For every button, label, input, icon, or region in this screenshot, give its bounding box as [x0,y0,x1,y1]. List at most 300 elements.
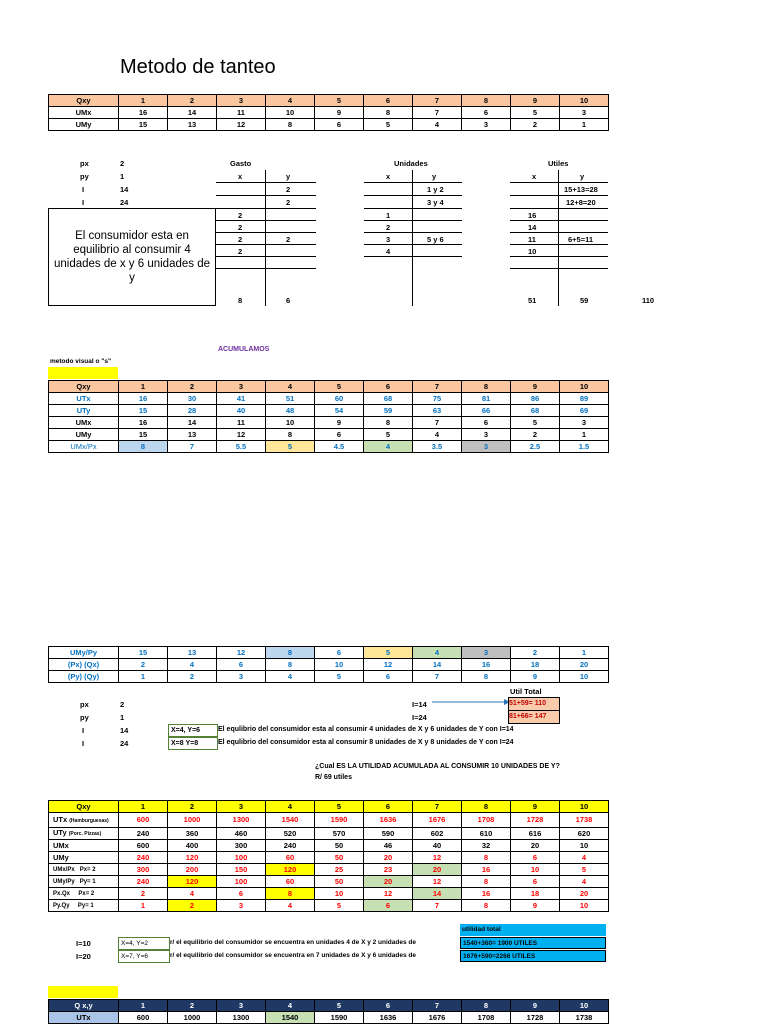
table-cell: 10 [560,381,609,393]
table-cell: 7 [413,1000,462,1012]
table-accumulated [48,380,609,453]
table-cell: UMx [49,107,119,119]
table-cell: 11 [217,107,266,119]
table-cell: 14 [413,659,462,671]
table-cell: 10 [560,95,609,107]
table-cell: Py.Qy Py= 1 [49,900,119,912]
table-cell: 2 [119,659,168,671]
table-cell: 620 [560,828,609,840]
table-cell: 2 [168,1000,217,1012]
table-cell: 12 [413,876,462,888]
table-cell: 15 [119,429,168,441]
table-cell: 5 [511,417,560,429]
unidades-heading: Unidades [394,159,428,168]
util-x: x [532,172,537,181]
table-cell: 4 [266,1000,315,1012]
table-cell: 3 [217,900,266,912]
table-cell: 460 [217,828,266,840]
table-cell: 15 [119,119,168,131]
acumulamos-heading: ACUMULAMOS [218,346,270,353]
table-cell: 1590 [315,1012,364,1024]
table-cell: 590 [364,828,413,840]
result-value: 1540+360= 1900 UTILES [460,937,606,949]
table-cell: 5.5 [217,441,266,453]
table-cell: 50 [315,876,364,888]
table-cell: 6 [462,417,511,429]
equilibrium-text: El equlibrio del consumidor esta al consumir 4 unidades de X y 6 unidades de Y con I=14 [218,726,514,733]
table-cell: Qxy [49,381,119,393]
table-row [49,671,609,683]
table-cell: 10 [266,107,315,119]
page-title: Metodo de tanteo [120,56,276,78]
table-cell: 3 [462,647,511,659]
table-cell: UMy [49,119,119,131]
table-cell: 2 [168,381,217,393]
unid-x: x [386,172,391,181]
table-cell: 5 [364,429,413,441]
table-cell: 7 [413,900,462,912]
table-cell: 4 [413,119,462,131]
table-cell: 7 [168,441,217,453]
util-y: y [580,172,585,181]
py-value: 1 [120,713,125,722]
table-cell: 400 [168,840,217,852]
table-cell: 1738 [560,813,609,828]
table-cell: 1.5 [560,441,609,453]
table-cell: 600 [119,1012,168,1024]
px-value: 2 [120,700,125,709]
table-cell: 7 [413,417,462,429]
unid-cell: 5 y 6 [427,235,444,244]
table-cell: 4 [168,888,217,900]
table-ratios [48,646,609,683]
py-label: py [80,713,89,722]
table-cell: 6 [364,381,413,393]
table-cell: 1 [119,671,168,683]
table-cell: 2 [511,647,560,659]
table-cell: 6 [315,119,364,131]
table-cell: 570 [315,828,364,840]
py-label: py [80,172,89,181]
table-header-row [49,1000,609,1012]
util-total-heading: utilidad total [460,924,606,936]
table-cell: 1708 [462,1012,511,1024]
table-cell: 3 [217,381,266,393]
util-total-y: 59 [580,296,589,305]
table-cell: 8 [462,852,511,864]
table-cell: 1 [119,1000,168,1012]
table-cell: UMy/Py Py= 1 [49,876,119,888]
table-cell: 6 [315,647,364,659]
table-cell: 5 [315,900,364,912]
table-row [49,393,609,405]
table-cell: 4 [266,95,315,107]
table-cell: 32 [462,840,511,852]
table-row [49,441,609,453]
table-row [49,864,609,876]
table-cell: 5 [511,107,560,119]
table-cell: 9 [511,95,560,107]
table-cell: 9 [511,801,560,813]
table-cell: 60 [266,852,315,864]
table-cell: 2 [119,888,168,900]
table-cell: UMx [49,417,119,429]
table-cell: 6 [364,671,413,683]
result-text: r/ el equilibrio del consumidor se encuentra en unidades 4 de X y 2 unidades de [170,939,416,946]
table-cell: 10 [266,417,315,429]
unid-cell: 1 [386,211,391,220]
table-cell: 8 [462,95,511,107]
table-cell: 1 [119,801,168,813]
gasto-cell: 2 [238,247,243,256]
gasto-x: x [238,172,243,181]
table-cell: 600 [119,813,168,828]
table-row [49,659,609,671]
table-cell: 1540 [266,1012,315,1024]
table-cell: 2 [511,429,560,441]
equilibrium-text: El equlibrio del consumidor esta al consumir 8 unidades de X y 8 unidades de Y con I=24 [218,739,514,746]
i2-label: I [82,739,85,748]
table-cell: 9 [511,900,560,912]
table-cell: 75 [413,393,462,405]
table-cell: 14 [168,107,217,119]
table-cell: 8 [266,429,315,441]
table-header-row [49,95,609,107]
table-hamburgers-pizzas [48,800,609,912]
table-cell: 2 [511,119,560,131]
table-cell: UTy (Porc. Pizzas) [49,828,119,840]
highlight-strip [48,986,118,998]
table-cell: 120 [168,876,217,888]
table-cell: 100 [217,876,266,888]
equilibrium-note: El consumidor esta en equilibrio al consumir 4 unidades de x y 6 unidades de y [48,208,216,306]
table-cell: 240 [119,852,168,864]
gasto-cell: 2 [286,185,291,194]
util-total-x: 51 [528,296,537,305]
px-label: px [80,159,89,168]
table-row [49,417,609,429]
table-cell: 16 [462,659,511,671]
table-cell: 12 [364,659,413,671]
table-header-row [49,801,609,813]
table-cell: 100 [217,852,266,864]
table-cell: UMy [49,852,119,864]
table-cell: 12 [413,852,462,864]
table-cell: 8 [462,876,511,888]
table-cell: 360 [168,828,217,840]
table-cell: 4 [560,876,609,888]
table-cell: UTx [49,1012,119,1024]
table-cell: 16 [462,888,511,900]
table-cell: 1 [119,95,168,107]
table-cell: UMy/Py [49,647,119,659]
table-cell: 16 [462,864,511,876]
table-cell: 3 [560,417,609,429]
table-cell: 40 [413,840,462,852]
table-cell: 10 [560,900,609,912]
table-cell: 6 [217,888,266,900]
table-row [49,876,609,888]
table-cell: 16 [119,417,168,429]
table-cell: 1708 [462,813,511,828]
table-cell: 3 [217,801,266,813]
table-row [49,813,609,828]
table-row [49,107,609,119]
table-cell: 9 [315,107,364,119]
answer-text: R/ 69 utiles [315,774,352,781]
table-row [49,828,609,840]
i2-label: I [82,198,85,207]
table-cell: 4 [266,671,315,683]
table-cell: 23 [364,864,413,876]
util-cell: 6+5=11 [568,235,594,244]
table-cell: 4 [266,900,315,912]
table-cell: 8 [462,801,511,813]
table-row [49,840,609,852]
solution-box: X=8 Y=8 [168,737,218,750]
gasto-cell: 2 [286,235,291,244]
util-cell: 14 [528,223,537,232]
table-cell: 200 [168,864,217,876]
table-cell: 10 [315,888,364,900]
table-cell: 54 [315,405,364,417]
table-cell: 50 [315,852,364,864]
unid-cell: 3 y 4 [427,198,444,207]
table-cell: 66 [462,405,511,417]
py-value: 1 [120,172,125,181]
table-cell: 51 [266,393,315,405]
solution-box: X=4, Y=2 [118,937,170,950]
table-cell: 6 [462,107,511,119]
util-total-result: 51+59= 110 [508,697,560,711]
gasto-cell: 2 [238,211,243,220]
visual-method-label: metodo visual o "s" [50,358,112,365]
table-cell: UMy [49,429,119,441]
table-cell: 28 [168,405,217,417]
table-cell: 1636 [364,1012,413,1024]
table-cell: 1590 [315,813,364,828]
table-row [49,647,609,659]
table-cell: 60 [315,393,364,405]
table-cell: 4 [413,647,462,659]
table-cell: 9 [511,671,560,683]
table-cell: 8 [462,381,511,393]
table-cell: 240 [119,876,168,888]
table-cell: 16 [119,107,168,119]
table-row [49,429,609,441]
table-cell: 86 [511,393,560,405]
gasto-cell: 2 [286,198,291,207]
table-cell: 1 [119,900,168,912]
table-cell: 5 [315,801,364,813]
table-cell: 1 [560,119,609,131]
util-cell: 12+8=20 [566,198,596,207]
table-cell: 4 [266,801,315,813]
table-cell: 1 [560,429,609,441]
table-cell: 10 [315,659,364,671]
i1-value: 14 [120,726,129,735]
table-cell: 30 [168,393,217,405]
table-cell: 2 [168,95,217,107]
table-row [49,405,609,417]
table-cell: 40 [217,405,266,417]
table-cell: 120 [266,864,315,876]
table-cell: 4 [168,659,217,671]
table-cell: 4 [364,441,413,453]
table-cell: 6 [364,1000,413,1012]
table-cell: 240 [119,828,168,840]
table-cell: 12 [217,119,266,131]
unid-cell: 2 [386,223,391,232]
table-cell: 1000 [168,813,217,828]
unid-y: y [432,172,437,181]
table-row [49,888,609,900]
table-cell: 2 [168,801,217,813]
result-value: 1676+590=2266 UTILES [460,950,606,962]
gasto-heading: Gasto [230,159,252,168]
util-cell: 11 [528,235,536,244]
table-cell: 4 [266,381,315,393]
table-cell: 6 [315,429,364,441]
util-total-heading: Util Total [510,687,542,696]
table-cell: 13 [168,647,217,659]
table-cell: 1000 [168,1012,217,1024]
table-cell: 8 [462,900,511,912]
table-cell: 3 [217,95,266,107]
table-cell: Q x,y [49,1000,119,1012]
table-cell: 5 [315,381,364,393]
table-row [49,900,609,912]
table-cell: 1728 [511,813,560,828]
table-cell: 1540 [266,813,315,828]
table-cell: 10 [560,840,609,852]
gasto-cell: 2 [238,235,243,244]
utiles-heading: Utiles [548,159,569,168]
table-row [49,119,609,131]
table-cell: 8 [462,671,511,683]
table-cell: 41 [217,393,266,405]
table-cell: 8 [364,107,413,119]
table-cell: 60 [266,876,315,888]
table-cell: 1300 [217,1012,266,1024]
table-cell: 6 [511,852,560,864]
table-cell: 2 [168,671,217,683]
table-cell: 2.5 [511,441,560,453]
table-cell: 15 [119,647,168,659]
table-cell: (Py) (Qy) [49,671,119,683]
table-cell: 6 [364,900,413,912]
table-cell: 5 [560,864,609,876]
table-cell: 69 [560,405,609,417]
gasto-total-x: 8 [238,296,243,305]
table-cell: 610 [462,828,511,840]
table-cell: 8 [266,647,315,659]
table-cell: 3 [217,1000,266,1012]
table-cell: 8 [119,441,168,453]
table-cell: 1300 [217,813,266,828]
arrow-right-icon [432,698,510,706]
table-cell: 600 [119,840,168,852]
table-cell: 4 [560,852,609,864]
income-14: I=14 [412,700,427,709]
table-cell: 1728 [511,1012,560,1024]
table-cell: 3 [462,429,511,441]
table-cell: 12 [364,888,413,900]
table-cell: 8 [462,1000,511,1012]
table-cell: (Px) (Qx) [49,659,119,671]
table-cell: 25 [315,864,364,876]
table-cell: 50 [315,840,364,852]
table-cell: 120 [168,852,217,864]
table-cell: UMx/Px [49,441,119,453]
table-cell: 68 [511,405,560,417]
table-cell: 18 [511,888,560,900]
highlight-strip [48,367,118,379]
unid-cell: 4 [386,247,391,256]
table-cell: 5 [315,671,364,683]
result-text: r/ el equilibrio del consumidor se encuentra en 7 unidades de X y 6 unidades de [170,952,416,959]
table-cell: 11 [217,417,266,429]
table-cell: 8 [364,417,413,429]
table-cell: 4.5 [315,441,364,453]
table-cell: 6 [364,801,413,813]
table-cell: 18 [511,659,560,671]
table-cell: 14 [413,888,462,900]
table-marginal-utility [48,94,609,131]
table-cell: 5 [315,95,364,107]
table-cell: 7 [413,801,462,813]
table-cell: Px.Qx Px= 2 [49,888,119,900]
table-cell: 8 [266,888,315,900]
table-cell: 2 [168,900,217,912]
table-cell: 16 [119,393,168,405]
table-cell: 13 [168,429,217,441]
table-cell: 7 [413,95,462,107]
table-cell: 7 [413,107,462,119]
table-row [49,852,609,864]
table-cell: Qxy [49,801,119,813]
table-cell: 9 [511,1000,560,1012]
table-cell: 10 [560,1000,609,1012]
table-cell: 6 [364,95,413,107]
px-label: px [80,700,89,709]
table-cell: 150 [217,864,266,876]
table-cell: 1 [119,381,168,393]
util-total-sum: 110 [642,296,655,305]
table-cell: 3 [560,107,609,119]
gasto-total-y: 6 [286,296,291,305]
table-cell: 59 [364,405,413,417]
table-cell: 14 [168,417,217,429]
table-cell: 3 [462,441,511,453]
table-cell: 4 [413,429,462,441]
table-cell: 20 [364,876,413,888]
table-cell: 602 [413,828,462,840]
table-cell: 300 [119,864,168,876]
table-cell: 89 [560,393,609,405]
table-cell: 1636 [364,813,413,828]
table-cell: UTx [49,393,119,405]
table-cell: 1 [560,647,609,659]
table-cell: 10 [560,671,609,683]
table-cell: UMx [49,840,119,852]
table-cell: UMx/Px Px= 2 [49,864,119,876]
table-row [49,1012,609,1024]
table-cell: Qxy [49,95,119,107]
table-cell: 3 [462,119,511,131]
table-cell: 9 [315,417,364,429]
table-cell: 616 [511,828,560,840]
